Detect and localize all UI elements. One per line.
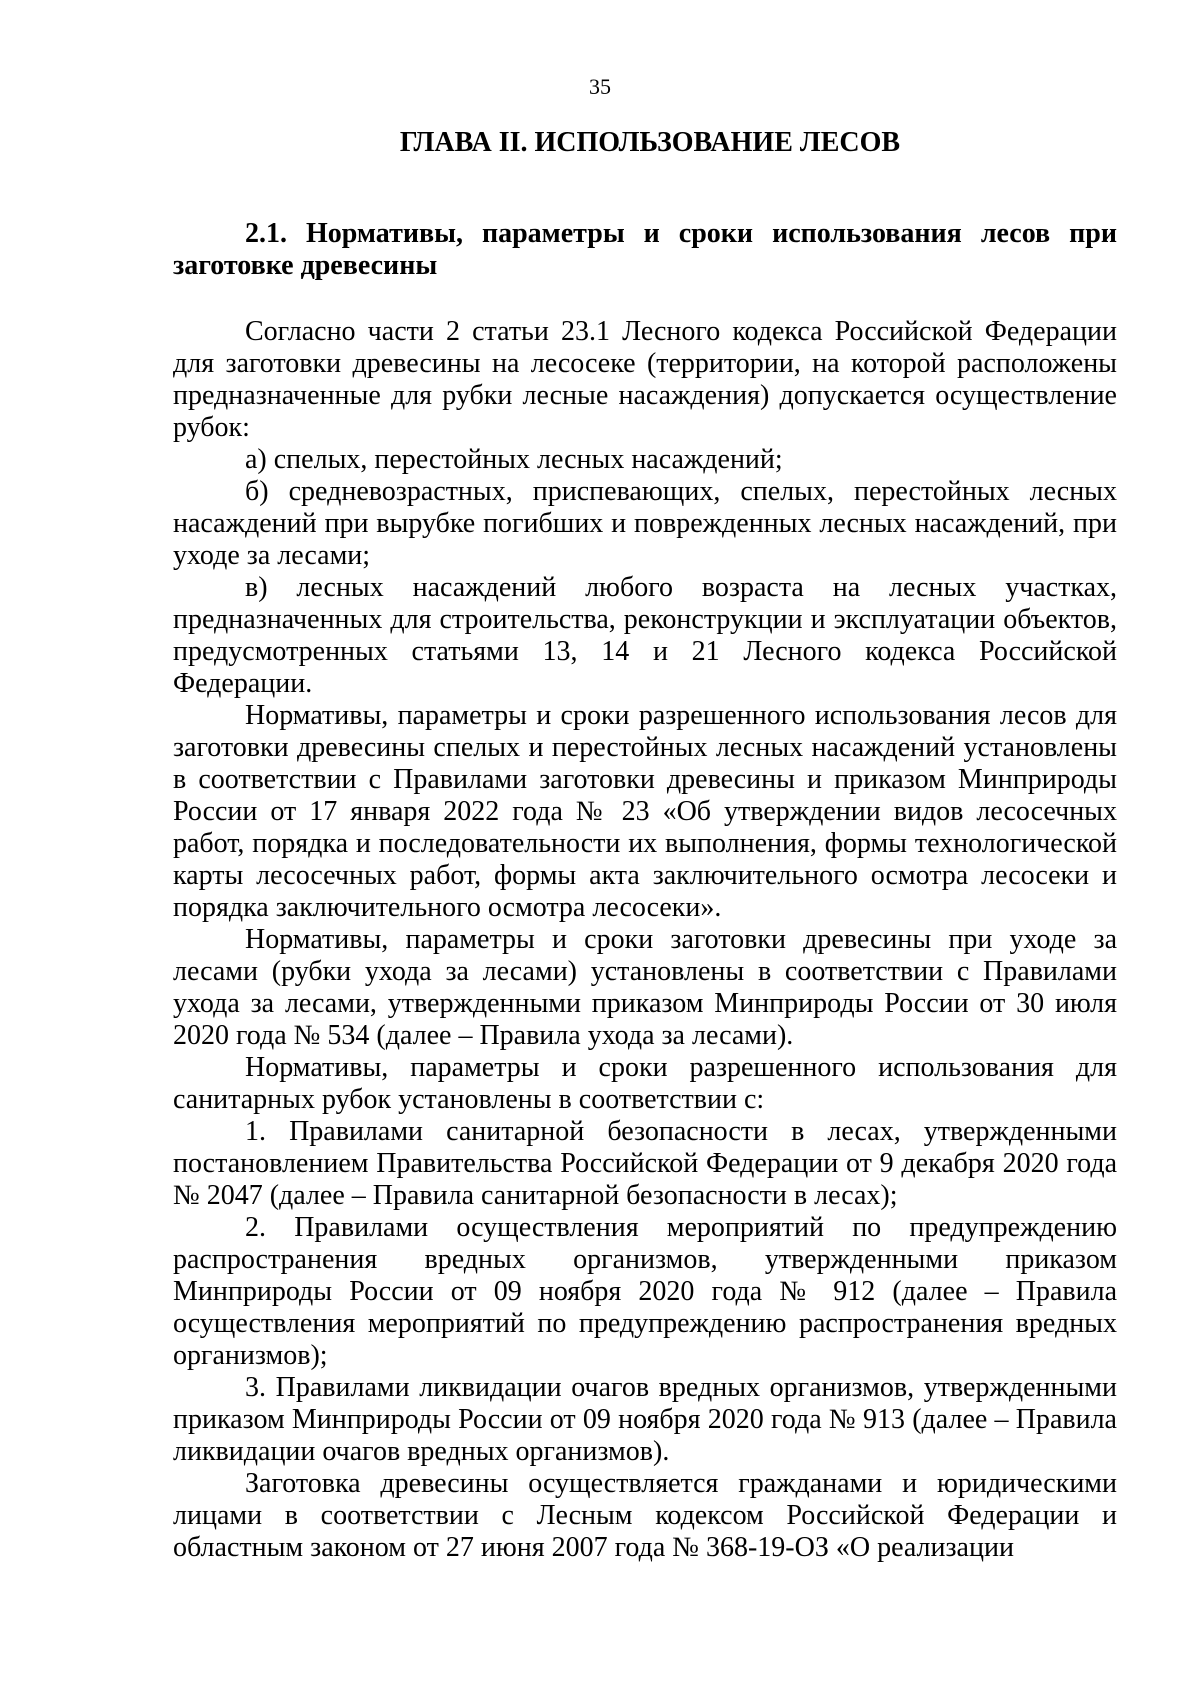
page-number: 35 [589, 74, 611, 99]
list-item-a: а) спелых, перестойных лесных насаждений; [245, 444, 783, 475]
chapter-title: ГЛАВА II. ИСПОЛЬЗОВАНИЕ ЛЕСОВ [399, 127, 901, 158]
page-content [173, 126, 1117, 1564]
numbered-item-3: 3. Правилами ликвидации очагов вредных организмов, утвержденными приказом Минприроды России от 09 ноября 2020 года № 913 (далее – Правила ликвидации очагов вредных организмов). [173, 1372, 1117, 1467]
numbered-item-2: 2. Правилами осуществления мероприятий по предупреждению распространения вредных организмов, утвержденными приказом Минприроды России от 09 ноября 2020 года № 912 (далее – Правила осуществления мероприятий по предупреждению распространения вредных организмов); [173, 1212, 1117, 1371]
list-item-v: в) лесных насаждений любого возраста на лесных участках, предназначенных для строительства, реконструкции и эксплуатации объектов, предусмотренных статьями 13, 14 и 21 Лесного кодекса Российской Федерации. [173, 572, 1117, 699]
section-title: 2.1. Нормативы, параметры и сроки использования лесов при заготовке древесины [173, 218, 1117, 281]
numbered-item-1: 1. Правилами санитарной безопасности в лесах, утвержденными постановлением Правительства Российской Федерации от 9 декабря 2020 года № 2047 (далее – Правила санитарной безопасности в лесах); [173, 1116, 1117, 1211]
paragraph: Согласно части 2 статьи 23.1 Лесного кодекса Российской Федерации для заготовки древесины на лесосеке (территории, на которой расположены предназначенные для рубки лесные насаждения) допускается осуществление рубок: [173, 316, 1117, 443]
paragraph: Нормативы, параметры и сроки заготовки древесины при уходе за лесами (рубки ухода за лесами) установлены в соответствии с Правилами ухода за лесами, утвержденными приказом Минприроды России от 30 июля 2020 года № 534 (далее – Правила ухода за лесами). [173, 924, 1117, 1051]
paragraph: Заготовка древесины осуществляется гражданами и юридическими лицами в соответствии с Лесным кодексом Российской Федерации и областным законом от 27 июня 2007 года № 368-19-ОЗ «О реализации [173, 1468, 1117, 1563]
paragraph: Нормативы, параметры и сроки разрешенного использования для санитарных рубок установлены в соответствии с: [173, 1052, 1117, 1115]
body-text [173, 316, 1117, 1564]
list-item-b: б) средневозрастных, приспевающих, спелых, перестойных лесных насаждений при вырубке погибших и поврежденных лесных насаждений, при уходе за лесами; [173, 476, 1117, 571]
paragraph: Нормативы, параметры и сроки разрешенного использования лесов для заготовки древесины спелых и перестойных лесных насаждений установлены в соответствии с Правилами заготовки древесины и приказом Минприроды России от 17 января 2022 года № 23 «Об утверждении видов лесосечных работ, порядка и последовательности их выполнения, формы технологической карты лесосечных работ, формы акта заключительного осмотра лесосеки и порядка заключительного осмотра лесосеки». [173, 700, 1117, 923]
